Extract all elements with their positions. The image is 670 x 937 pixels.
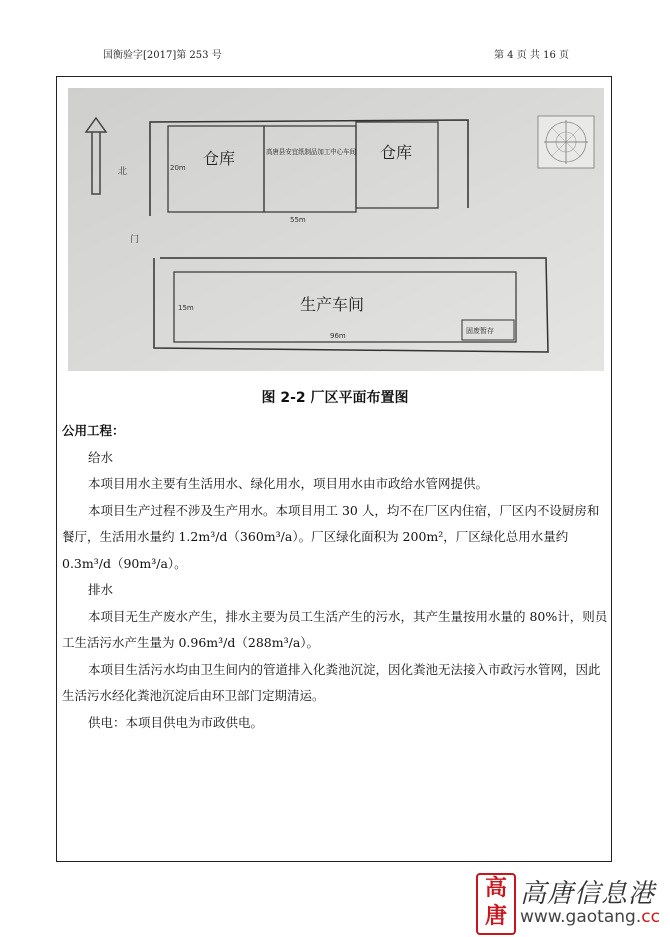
water-supply-paragraph-2: 本项目生产过程不涉及生产用水。本项目用工 30 人，均不在厂区内住宿，厂区内不设厨房和餐厅，生活用水量约 1.2m³/d（360m³/a）。厂区绿化面积为 200m²，厂区绿化总用水量约 0.3m³/d（90m³/a）。 [62, 502, 600, 571]
site-url-tld: cc [641, 907, 660, 927]
dim-55m-label: 55m [290, 216, 306, 224]
production-workshop-label: 生产车间 [300, 295, 365, 314]
page-info: 第 4 页 共 16 页 [494, 50, 569, 61]
body-text [62, 418, 608, 736]
compass-rose-icon [538, 116, 594, 168]
warehouse-right-label: 仓库 [380, 143, 413, 162]
logo-emblem: 高唐 [476, 873, 516, 935]
site-plan-drawing [68, 88, 604, 371]
water-supply-paragraph-1: 本项目用水主要有生活用水、绿化用水，项目用水由市政给水管网提供。 [88, 476, 489, 491]
dim-15m-label: 15m [178, 304, 194, 312]
section-title: 公用工程： [62, 423, 125, 438]
water-supply-heading: 给水 [88, 449, 114, 465]
dim-96m-label: 96m [330, 332, 346, 340]
site-url-main: www.gaotang. [520, 907, 642, 927]
site-plan-photo [68, 88, 604, 371]
gate-label: 门 [130, 235, 140, 245]
drainage-paragraph-1: 本项目无生产废水产生，排水主要为员工生活产生的污水，其产生量按用水量的 80%计，则员工生活污水产生量为 0.96m³/d（288m³/a）。 [62, 608, 608, 650]
document-number: 国衡验字[2017]第 253 号 [103, 50, 222, 61]
solid-waste-storage-label: 固废暂存 [466, 327, 494, 335]
watermark-logo [476, 871, 666, 933]
center-workshop-label: 高唐县安宜纸制品加工中心车间 [266, 148, 364, 156]
north-label: 北 [118, 167, 128, 177]
dim-20m-label: 20m [170, 164, 186, 172]
figure-caption: 图 2-2 厂区平面布置图 [261, 390, 409, 406]
drainage-paragraph-2: 本项目生活污水均由卫生间内的管道排入化粪池沉淀，因化粪池无法接入市政污水管网，因此生活污水经化粪池沉淀后由环卫部门定期清运。 [62, 661, 601, 703]
site-name: 高唐信息港 [520, 879, 656, 909]
drainage-heading: 排水 [88, 582, 114, 597]
power-supply-paragraph: 供电：本项目供电为市政供电。 [88, 714, 264, 730]
warehouse-left-label: 仓库 [203, 149, 236, 168]
site-url [520, 907, 660, 927]
